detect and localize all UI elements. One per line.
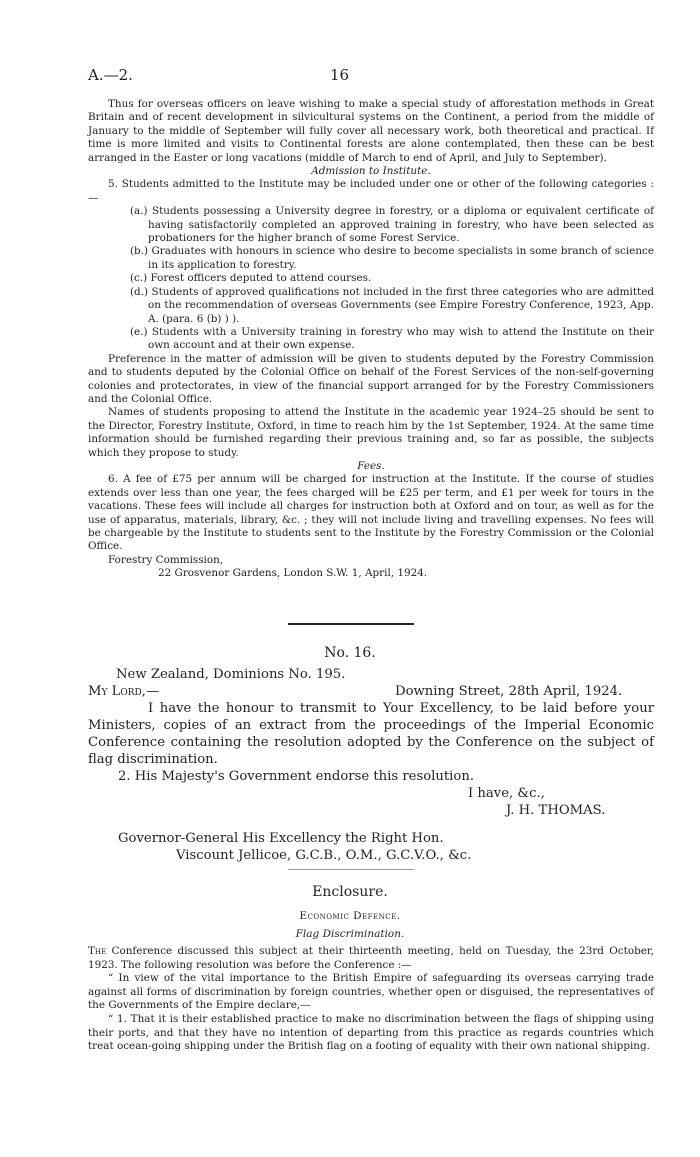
- paragraph-6: 6. A fee of £75 per annum will be charged for instruction at the Institute. If the course of studies extends over less than one year, the fees charged will be £25 per term, and £1 per week for tours in the vacations. These fees will include all charges for instruction both at Oxford and on tour, as well as for the use of apparatus, materials, library, &c. ; they will not include living and travelling expenses. No fees will be chargeable by the Institute to students sent to the Institute by the Forestry Commission or the Colonial Office.: [88, 473, 654, 553]
- addressee-line-2: Viscount Jellicoe, G.C.B., O.M., G.C.V.O., &c.: [176, 848, 472, 863]
- fees-heading: Fees.: [357, 459, 385, 472]
- salutation: My Lord,—: [88, 684, 160, 699]
- despatch-letter: [88, 666, 654, 864]
- preference-paragraph: Preference in the matter of admission will be given to students deputed by the Forestry Commission and to students deputed by the Colonial Office on behalf of the Forest Services of the non-self-governing colonies and protectorates, in view of the financial support arranged for by the Forestry Commissioners and the Colonial Office.: [88, 352, 654, 405]
- letter-body: I have the honour to transmit to Your Excellency, to be laid before your Ministers, copies of an extract from the proceedings of the Imperial Economic Conference containing the resolution adopted by the Conference on the subject of flag discrimination.: [88, 701, 654, 767]
- letter-closing: I have, &c.,: [468, 786, 545, 801]
- letter-signature: J. H. THOMAS.: [506, 803, 606, 818]
- enclosure-title: Enclosure.: [312, 884, 388, 900]
- addressee-line-1: Governor-General His Excellency the Right Hon.: [118, 831, 444, 846]
- enclosure-divider: [288, 869, 414, 870]
- signoff-address: 22 Grosvenor Gardens, London S.W. 1, April, 1924.: [158, 567, 428, 580]
- category-item-c: (c.) Forest officers deputed to attend courses.: [130, 272, 372, 285]
- enclosure-paragraph-1-text: Conference discussed this subject at their thirteenth meeting, held on Tuesday, the 23rd October, 1923. The following resolution was before the Conference :—: [88, 945, 654, 971]
- place-date: Downing Street, 28th April, 1924.: [395, 684, 623, 699]
- enclosure-paragraph-2: “ In view of the vital importance to the British Empire of safeguarding its overseas carrying trade against all forms of discrimination by foreign countries, whether open or disguised, the representatives of the Governments of the Empire declare,—: [88, 972, 654, 1012]
- section-divider: [288, 623, 414, 625]
- enclosure-lead-word: The: [88, 945, 107, 957]
- category-item-e: (e.) Students with a University training in forestry who may wish to attend the Institute on their own account and at their own expense.: [130, 325, 654, 352]
- names-paragraph: Names of students proposing to attend the Institute in the academic year 1924–25 should be sent to the Director, Forestry Institute, Oxford, in time to reach him by the 1st September, 1924. At the same time information should be furnished regarding their previous training and, so far as possible, the subjects which they propose to study.: [88, 406, 654, 459]
- letter-paragraph-2: 2. His Majesty's Government endorse this resolution.: [118, 769, 475, 784]
- intro-paragraph: Thus for overseas officers on leave wishing to make a special study of afforestation methods in Great Britain and of recent development in silvicultural systems on the Continent, a period from the middle of January to the middle of September will fully cover all necessary work, both theoretical and practical. If time is more limited and visits to Continental forests are alone contemplated, then these can be best arranged in the Easter or long vacations (middle of March to end of April, and July to September).: [88, 98, 654, 164]
- category-item-a: (a.) Students possessing a University degree in forestry, or a diploma or equivalent certificate of having satisfactorily completed an approved training in forestry, who have been selected as probationers for the higher branch of some Forest Service.: [130, 205, 654, 245]
- signoff-commission: Forestry Commission,: [108, 553, 224, 566]
- enclosure-paragraph-1: [88, 945, 654, 972]
- enclosure-paragraph-3: “ 1. That it is their established practice to make no discrimination between the flags of shipping using their ports, and that they have no intention of departing from this practice as regards countries which treat ocean-going shipping under the British flag on a footing of equality with their own national shipping.: [88, 1012, 654, 1053]
- category-item-b: (b.) Graduates with honours in science who desire to become specialists in some branch of science in its application to forestry.: [130, 245, 654, 271]
- letter-number: No. 16.: [324, 645, 376, 661]
- enclosure-text: [88, 945, 654, 1054]
- admission-heading: Admission to Institute.: [311, 165, 431, 178]
- salutation-row: [88, 683, 654, 700]
- document-reference: A.—2.: [88, 66, 133, 84]
- dominion-reference: New Zealand, Dominions No. 195.: [116, 667, 346, 682]
- category-item-d: (d.) Students of approved qualifications not included in the first three categories who are admitted on the recommendation of overseas Governments (see Empire Forestry Conference, 1923, App. A. (para. 6 (b) ) ).: [130, 285, 654, 325]
- page-number: 16: [330, 66, 350, 84]
- category-list: [88, 205, 654, 352]
- paragraph-5: 5. Students admitted to the Institute may be included under one or other of the following categories :—: [88, 178, 654, 204]
- enclosure-subsubtitle: Flag Discrimination.: [295, 928, 405, 940]
- enclosure-subtitle: Economic Defence.: [299, 910, 401, 922]
- forestry-institute-section: [88, 98, 654, 581]
